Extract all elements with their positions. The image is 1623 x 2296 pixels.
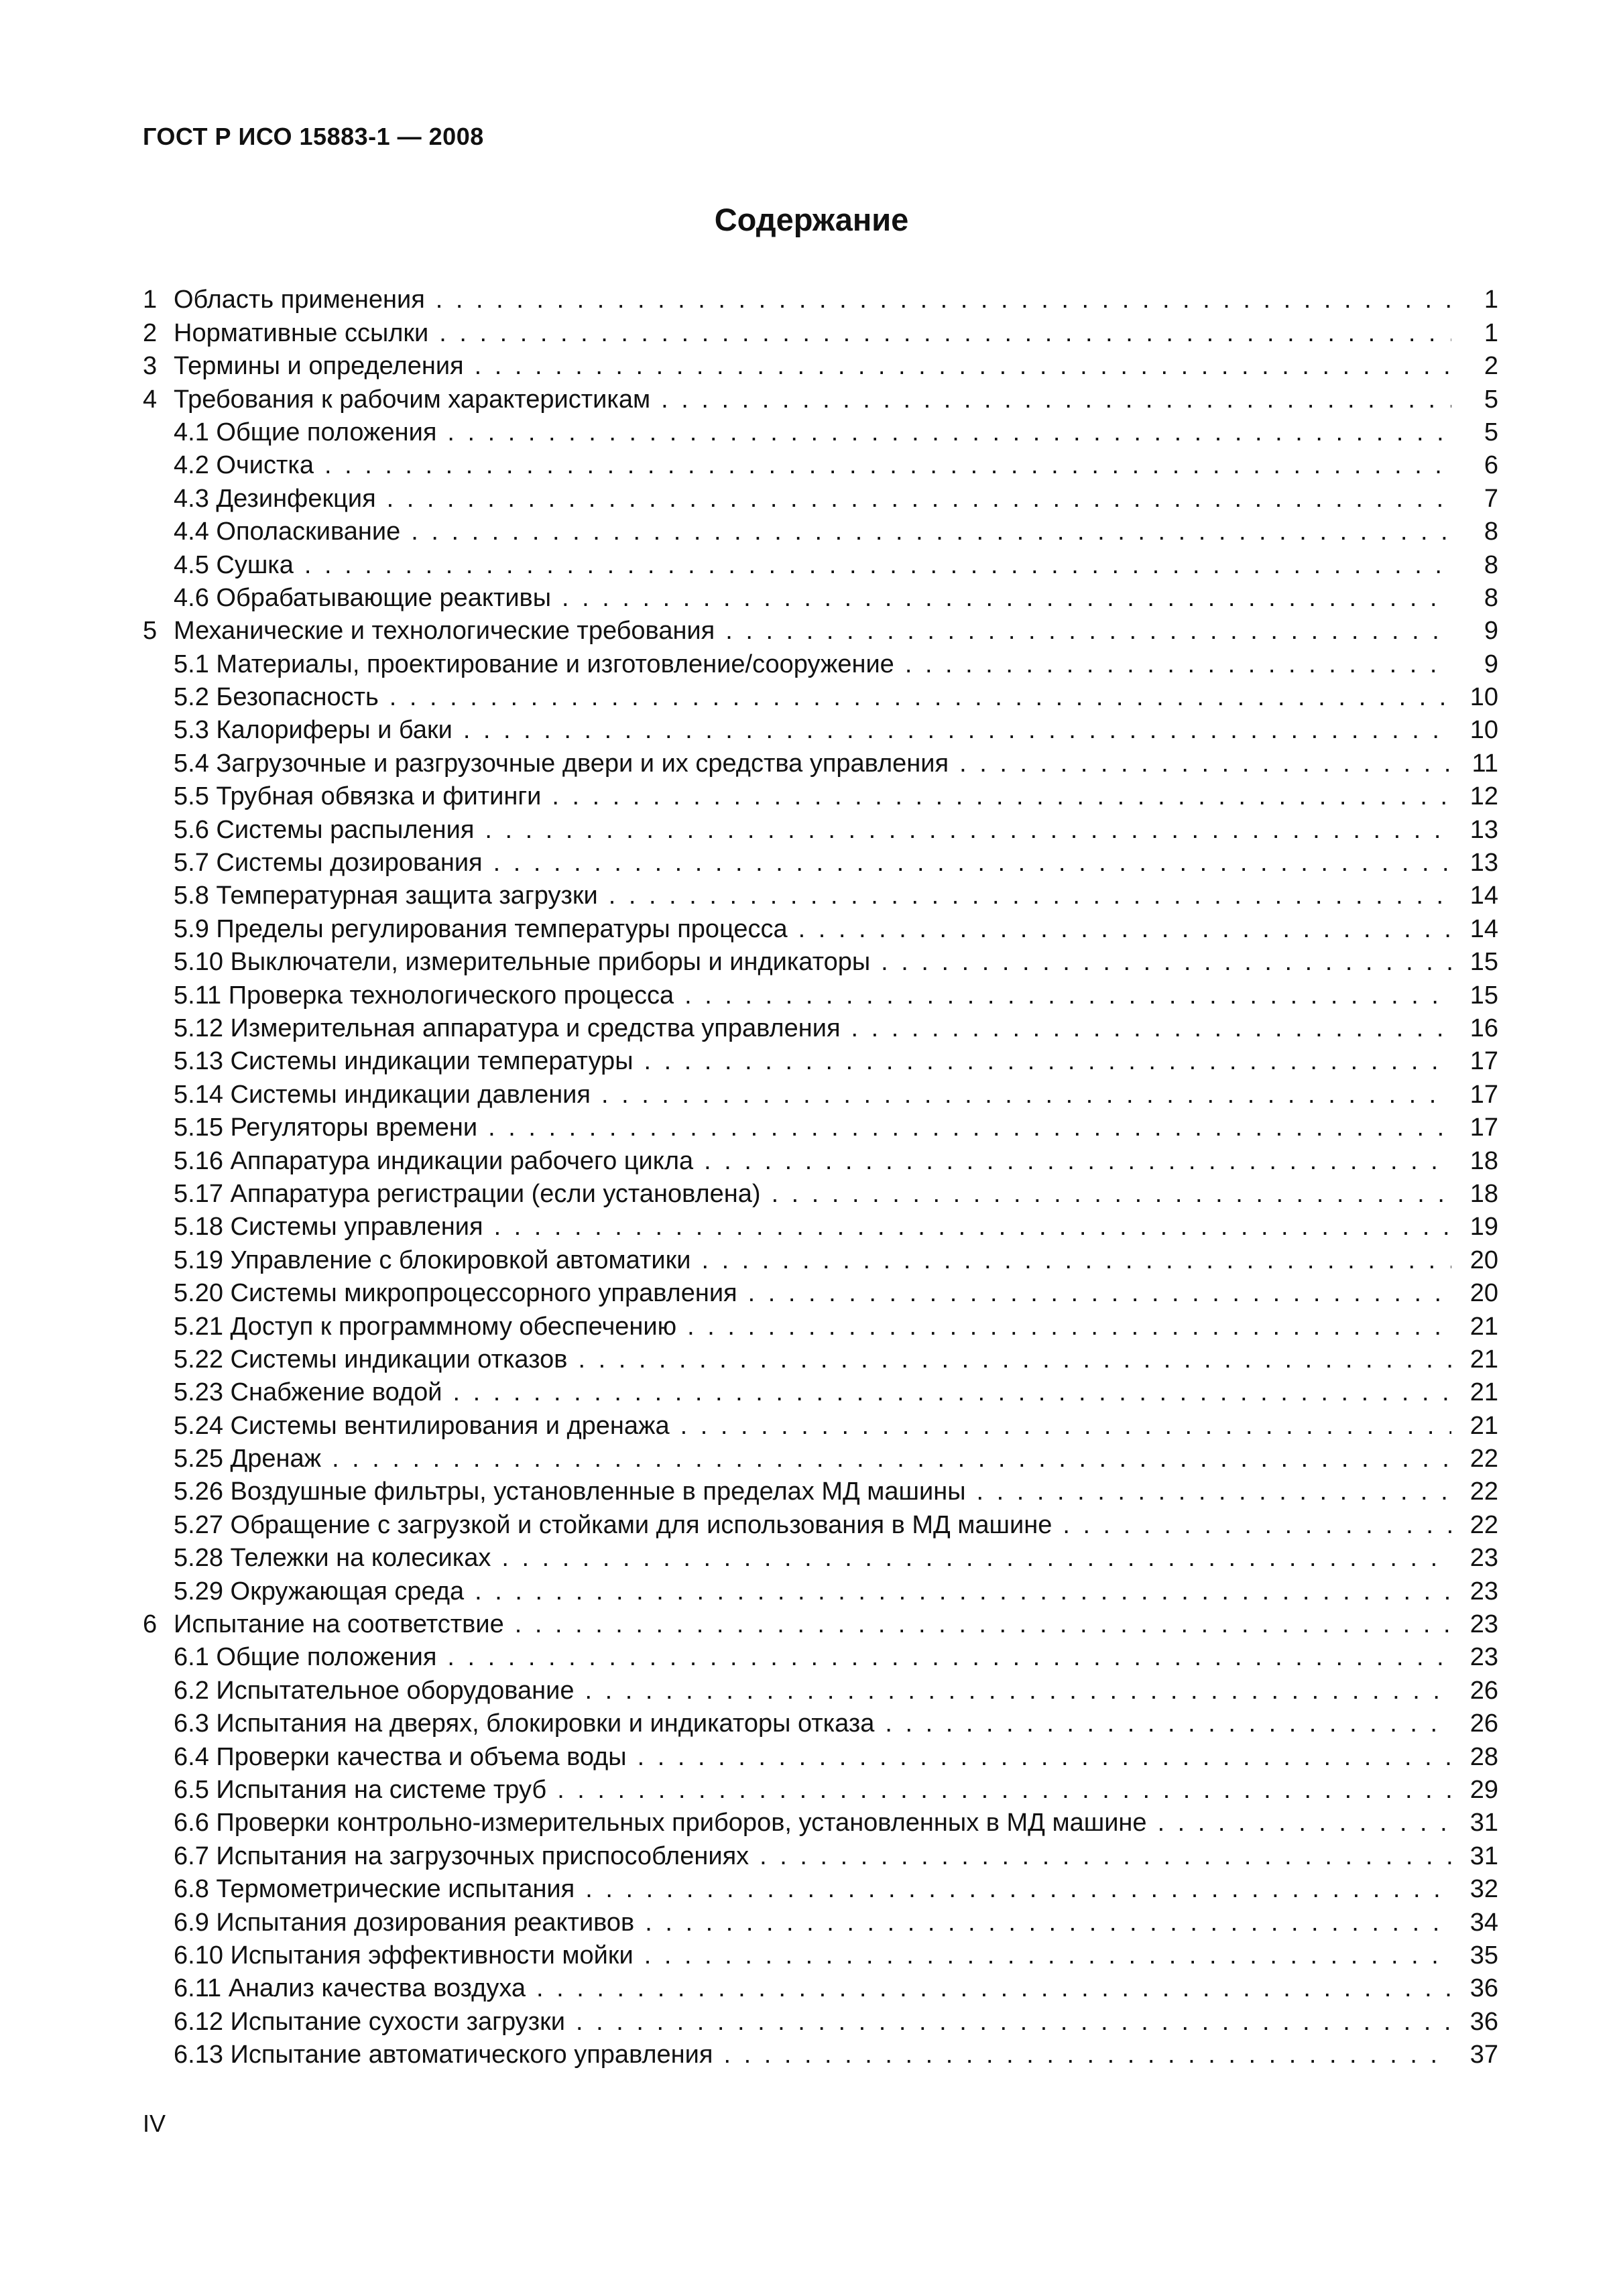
toc-entry[interactable] bbox=[143, 348, 1498, 381]
toc-entry[interactable] bbox=[143, 1738, 1498, 1771]
toc-entry[interactable] bbox=[143, 613, 1498, 646]
dot-leader bbox=[704, 1146, 1451, 1176]
toc-entry-page-number: 10 bbox=[1469, 683, 1498, 712]
dot-leader bbox=[881, 947, 1451, 977]
toc-entry-label: 5.29 Окружающая среда bbox=[174, 1577, 465, 1606]
toc-entry-body bbox=[174, 1642, 1458, 1672]
dot-leader bbox=[493, 848, 1451, 878]
toc-entry-body bbox=[174, 715, 1458, 745]
toc-entry-label: 6.5 Испытания на системе труб bbox=[174, 1775, 547, 1804]
toc-entry-body bbox=[174, 1046, 1458, 1076]
toc-entry-label: 5.1 Материалы, проектирование и изготовление/сооружение bbox=[174, 650, 894, 678]
dot-leader bbox=[977, 1477, 1451, 1506]
toc-entry-label: 6.1 Общие положения bbox=[174, 1643, 437, 1672]
dot-leader bbox=[661, 385, 1451, 414]
toc-entry-body bbox=[174, 285, 1458, 314]
toc-entry-body bbox=[174, 650, 1458, 679]
toc-entry-label: 5.5 Трубная обвязка и фитинги bbox=[174, 782, 542, 811]
toc-entry-body bbox=[174, 351, 1458, 381]
toc-entry-body bbox=[174, 550, 1458, 580]
toc-entry-page-number: 23 bbox=[1469, 1544, 1498, 1573]
toc-entry[interactable] bbox=[143, 1540, 1498, 1573]
toc-entry-body bbox=[174, 782, 1458, 811]
toc-entry[interactable] bbox=[143, 712, 1498, 745]
toc-entry[interactable] bbox=[143, 1242, 1498, 1274]
toc-entry-body bbox=[174, 1278, 1458, 1308]
toc-entry-page-number: 17 bbox=[1469, 1113, 1498, 1142]
toc-entry-body bbox=[174, 1841, 1458, 1871]
toc-entry[interactable] bbox=[143, 1275, 1498, 1308]
toc-entry-page-number: 34 bbox=[1469, 1908, 1498, 1937]
toc-entry-page-number: 20 bbox=[1469, 1246, 1498, 1274]
toc-entry[interactable] bbox=[143, 1506, 1498, 1539]
toc-entry-body bbox=[174, 385, 1458, 414]
toc-entry-label: 6.3 Испытания на дверях, блокировки и индикаторы отказа bbox=[174, 1709, 875, 1738]
toc-entry-page-number: 37 bbox=[1469, 2041, 1498, 2069]
toc-entry-label: 6.8 Термометрические испытания bbox=[174, 1875, 575, 1904]
toc-entry-label: 5.7 Системы дозирования bbox=[174, 849, 483, 878]
toc-entry-page-number: 1 bbox=[1484, 286, 1498, 314]
toc-entry[interactable] bbox=[143, 1374, 1498, 1407]
dot-leader bbox=[536, 1974, 1451, 2003]
toc-entry[interactable] bbox=[143, 1142, 1498, 1175]
toc-entry-page-number: 12 bbox=[1469, 782, 1498, 811]
dot-leader bbox=[959, 749, 1451, 778]
toc-entry[interactable] bbox=[143, 1772, 1498, 1805]
toc-entry[interactable] bbox=[143, 1805, 1498, 1837]
toc-entry-label: 5.20 Системы микропроцессорного управления bbox=[174, 1279, 737, 1308]
toc-entry-body bbox=[174, 682, 1458, 712]
toc-entry-label: 6.2 Испытательное оборудование bbox=[174, 1676, 575, 1705]
dot-leader bbox=[447, 418, 1451, 447]
toc-entry-label: Термины и определения bbox=[174, 352, 464, 381]
toc-entry[interactable] bbox=[143, 1043, 1498, 1076]
dot-leader bbox=[609, 881, 1451, 910]
toc-entry-body bbox=[174, 981, 1458, 1010]
toc-entry-body bbox=[174, 1974, 1458, 2003]
dot-leader bbox=[436, 285, 1451, 314]
toc-entry-page-number: 14 bbox=[1469, 882, 1498, 910]
dot-leader bbox=[488, 1113, 1451, 1142]
dot-leader bbox=[748, 1278, 1451, 1308]
toc-entry-label: 5.27 Обращение с загрузкой и стойками для использования в МД машине bbox=[174, 1510, 1053, 1539]
toc-entry-label: 5.25 Дренаж bbox=[174, 1445, 322, 1473]
toc-entry-label: Область применения bbox=[174, 286, 425, 314]
toc-entry-body bbox=[174, 1709, 1458, 1738]
toc-entry[interactable] bbox=[143, 1109, 1498, 1142]
toc-entry-page-number: 13 bbox=[1469, 849, 1498, 878]
toc-entry-body bbox=[174, 815, 1458, 845]
toc-entry-label: 6.10 Испытания эффективности мойки bbox=[174, 1941, 634, 1970]
toc-entry-page-number: 8 bbox=[1484, 518, 1498, 546]
dot-leader bbox=[447, 1642, 1451, 1672]
toc-entry[interactable] bbox=[143, 944, 1498, 977]
toc-entry-page-number: 31 bbox=[1469, 1809, 1498, 1837]
toc-entry-label: 5.26 Воздушные фильтры, установленные в пределах МД машины bbox=[174, 1477, 966, 1506]
toc-entry-body bbox=[174, 1577, 1458, 1606]
toc-entry[interactable] bbox=[143, 910, 1498, 943]
toc-entry-body bbox=[174, 517, 1458, 546]
dot-leader bbox=[798, 914, 1451, 944]
toc-entry-body bbox=[174, 1246, 1458, 1275]
toc-entry-page-number: 10 bbox=[1469, 716, 1498, 745]
toc-entry[interactable] bbox=[143, 1176, 1498, 1209]
dot-leader bbox=[453, 1378, 1451, 1407]
toc-entry-label: Требования к рабочим характеристикам bbox=[174, 385, 651, 414]
toc-entry-label: 6.4 Проверки качества и объема воды bbox=[174, 1742, 627, 1771]
toc-entry[interactable] bbox=[143, 646, 1498, 678]
toc-entry-label: 5.8 Температурная защита загрузки bbox=[174, 882, 598, 910]
toc-entry-label: 5.12 Измерительная аппаратура и средства управления bbox=[174, 1014, 841, 1042]
toc-entry[interactable] bbox=[143, 381, 1498, 414]
dot-leader bbox=[578, 1345, 1451, 1374]
toc-entry-body bbox=[174, 1477, 1458, 1506]
toc-entry-number: 5 bbox=[143, 617, 158, 646]
toc-entry[interactable] bbox=[143, 1209, 1498, 1242]
toc-entry-page-number: 5 bbox=[1484, 418, 1498, 446]
toc-entry-body bbox=[174, 450, 1458, 480]
dot-leader bbox=[601, 1080, 1451, 1109]
toc-entry-body bbox=[174, 1113, 1458, 1142]
toc-entry-body bbox=[174, 1411, 1458, 1441]
toc-entry-page-number: 23 bbox=[1469, 1577, 1498, 1606]
dot-leader bbox=[411, 517, 1451, 546]
toc-entry[interactable] bbox=[143, 1341, 1498, 1374]
toc-entry[interactable] bbox=[143, 1473, 1498, 1506]
toc-entry-page-number: 1 bbox=[1484, 318, 1498, 347]
toc-entry-number: 2 bbox=[143, 318, 158, 347]
dot-leader bbox=[552, 782, 1451, 811]
toc-entry-page-number: 28 bbox=[1469, 1742, 1498, 1771]
dot-leader bbox=[772, 1179, 1451, 1209]
toc-entry[interactable] bbox=[143, 977, 1498, 1010]
toc-entry-body bbox=[174, 1510, 1458, 1540]
toc-entry-body bbox=[174, 2040, 1458, 2069]
toc-entry-body bbox=[174, 881, 1458, 910]
toc-entry[interactable] bbox=[143, 314, 1498, 347]
toc-entry-label: 5.2 Безопасность bbox=[174, 683, 379, 712]
toc-entry-label: 5.3 Калориферы и баки bbox=[174, 716, 453, 745]
dot-leader bbox=[638, 1742, 1451, 1772]
dot-leader bbox=[475, 351, 1451, 381]
dot-leader bbox=[494, 1212, 1451, 1242]
toc-entry[interactable] bbox=[143, 546, 1498, 579]
toc-entry-page-number: 15 bbox=[1469, 948, 1498, 977]
document-standard-id: ГОСТ Р ИСО 15883-1 — 2008 bbox=[143, 123, 484, 150]
toc-entry-label: 6.12 Испытание сухости загрузки bbox=[174, 2007, 566, 2036]
toc-entry-page-number: 17 bbox=[1469, 1080, 1498, 1109]
toc-entry-label: 4.5 Сушка bbox=[174, 550, 294, 579]
dot-leader bbox=[585, 1874, 1451, 1904]
toc-entry-label: 5.17 Аппаратура регистрации (если установлена) bbox=[174, 1179, 761, 1208]
toc-entry-body bbox=[174, 1378, 1458, 1407]
toc-entry-body bbox=[174, 1908, 1458, 1937]
toc-entry-number: 3 bbox=[143, 352, 158, 381]
toc-entry-page-number: 15 bbox=[1469, 981, 1498, 1010]
dot-leader bbox=[439, 318, 1451, 348]
toc-entry-page-number: 26 bbox=[1469, 1676, 1498, 1705]
toc-entry-page-number: 5 bbox=[1484, 385, 1498, 414]
toc-entry[interactable] bbox=[143, 1639, 1498, 1672]
toc-entry-page-number: 26 bbox=[1469, 1709, 1498, 1738]
toc-entry-body bbox=[174, 1179, 1458, 1209]
toc-entry[interactable] bbox=[143, 1407, 1498, 1440]
toc-entry-page-number: 36 bbox=[1469, 2007, 1498, 2036]
toc-entry[interactable] bbox=[143, 679, 1498, 712]
toc-entry-page-number: 16 bbox=[1469, 1014, 1498, 1042]
toc-entry-body bbox=[174, 1874, 1458, 1904]
toc-entry-page-number: 22 bbox=[1469, 1445, 1498, 1473]
page-folio: IV bbox=[143, 2110, 166, 2137]
toc-entry-page-number: 21 bbox=[1469, 1378, 1498, 1407]
toc-entry-page-number: 31 bbox=[1469, 1841, 1498, 1870]
toc-entry[interactable] bbox=[143, 811, 1498, 844]
toc-entry[interactable] bbox=[143, 513, 1498, 546]
toc-entry-body bbox=[174, 1941, 1458, 1970]
toc-entry[interactable] bbox=[143, 1010, 1498, 1043]
toc-entry[interactable] bbox=[143, 1904, 1498, 1937]
toc-entry-label: 5.13 Системы индикации температуры bbox=[174, 1047, 634, 1076]
toc-entry-page-number: 13 bbox=[1469, 815, 1498, 844]
toc-entry[interactable] bbox=[143, 1837, 1498, 1870]
toc-entry-label: 6.9 Испытания дозирования реактивов bbox=[174, 1908, 635, 1937]
toc-entry-page-number: 36 bbox=[1469, 1974, 1498, 2003]
toc-entry[interactable] bbox=[143, 845, 1498, 878]
toc-entry[interactable] bbox=[143, 878, 1498, 910]
toc-entry-label: 5.16 Аппаратура индикации рабочего цикла bbox=[174, 1146, 694, 1175]
toc-entry-label: 4.2 Очистка bbox=[174, 451, 314, 480]
toc-entry-label: Механические и технологические требования bbox=[174, 617, 715, 646]
toc-entry-label: 5.23 Снабжение водой bbox=[174, 1378, 442, 1407]
dot-leader bbox=[723, 2040, 1451, 2069]
toc-entry-page-number: 21 bbox=[1469, 1411, 1498, 1440]
toc-entry-label: 5.22 Системы индикации отказов bbox=[174, 1345, 568, 1374]
toc-entry[interactable] bbox=[143, 2003, 1498, 2036]
toc-entry-page-number: 7 bbox=[1484, 484, 1498, 513]
toc-entry-page-number: 32 bbox=[1469, 1875, 1498, 1904]
toc-entry[interactable] bbox=[143, 1705, 1498, 1738]
toc-entry-body bbox=[174, 1543, 1458, 1573]
dot-leader bbox=[332, 1444, 1451, 1473]
toc-entry-page-number: 21 bbox=[1469, 1312, 1498, 1341]
toc-entry-label: 5.4 Загрузочные и разгрузочные двери и их средства управления bbox=[174, 749, 949, 778]
toc-entry-body bbox=[174, 1345, 1458, 1374]
toc-entry-page-number: 19 bbox=[1469, 1213, 1498, 1242]
toc-entry[interactable] bbox=[143, 580, 1498, 613]
dot-leader bbox=[644, 1941, 1451, 1970]
toc-entry-page-number: 29 bbox=[1469, 1775, 1498, 1804]
toc-entry-body bbox=[174, 848, 1458, 878]
dot-leader bbox=[644, 1046, 1451, 1076]
toc-entry-label: 5.9 Пределы регулирования температуры процесса bbox=[174, 914, 788, 943]
toc-entry-label: 6.11 Анализ качества воздуха bbox=[174, 1974, 526, 2003]
toc-entry-label: 5.6 Системы распыления bbox=[174, 815, 475, 844]
dot-leader bbox=[680, 1411, 1451, 1441]
toc-entry-page-number: 18 bbox=[1469, 1146, 1498, 1175]
toc-entry-page-number: 17 bbox=[1469, 1047, 1498, 1076]
toc-entry-body bbox=[174, 749, 1458, 778]
toc-entry-label: 5.11 Проверка технологического процесса bbox=[174, 981, 674, 1010]
toc-entry-page-number: 8 bbox=[1484, 550, 1498, 579]
dot-leader bbox=[645, 1908, 1451, 1937]
toc-entry[interactable] bbox=[143, 1076, 1498, 1109]
toc-entry[interactable] bbox=[143, 778, 1498, 811]
dot-leader bbox=[585, 1676, 1451, 1705]
toc-entry-label: Испытание на соответствие bbox=[174, 1610, 504, 1639]
toc-entry[interactable] bbox=[143, 1308, 1498, 1341]
dot-leader bbox=[851, 1014, 1451, 1043]
dot-leader bbox=[562, 583, 1451, 613]
dot-leader bbox=[557, 1775, 1451, 1805]
toc-entry-label: 5.24 Системы вентилирования и дренажа bbox=[174, 1411, 670, 1440]
dot-leader bbox=[304, 550, 1451, 580]
toc-entry-page-number: 22 bbox=[1469, 1477, 1498, 1506]
toc-entry-body bbox=[174, 418, 1458, 447]
toc-entry-page-number: 23 bbox=[1469, 1610, 1498, 1639]
toc-entry-body bbox=[174, 2007, 1458, 2037]
toc-entry-body bbox=[174, 583, 1458, 613]
dot-leader bbox=[760, 1841, 1451, 1871]
toc-entry-page-number: 20 bbox=[1469, 1279, 1498, 1308]
toc-entry-body bbox=[174, 1146, 1458, 1176]
toc-entry-page-number: 35 bbox=[1469, 1941, 1498, 1970]
toc-entry-page-number: 11 bbox=[1471, 749, 1498, 778]
toc-entry-page-number: 9 bbox=[1484, 650, 1498, 678]
toc-entry-label: 4.4 Ополаскивание bbox=[174, 518, 401, 546]
dot-leader bbox=[684, 981, 1451, 1010]
toc-entry-page-number: 14 bbox=[1469, 914, 1498, 943]
toc-entry-page-number: 21 bbox=[1469, 1345, 1498, 1374]
toc-entry[interactable] bbox=[143, 1441, 1498, 1473]
toc-entry-body bbox=[174, 484, 1458, 513]
toc-entry-body bbox=[174, 947, 1458, 977]
toc-entry-body bbox=[174, 914, 1458, 944]
toc-entry-number: 4 bbox=[143, 385, 158, 414]
toc-entry-label: 5.10 Выключатели, измерительные приборы и индикаторы bbox=[174, 948, 871, 977]
toc-entry-label: 5.21 Доступ к программному обеспечению bbox=[174, 1312, 677, 1341]
toc-entry-body bbox=[174, 1808, 1458, 1837]
dot-leader bbox=[885, 1709, 1451, 1738]
toc-entry-label: Нормативные ссылки bbox=[174, 318, 429, 347]
toc-entry-label: 4.1 Общие положения bbox=[174, 418, 437, 446]
toc-entry[interactable] bbox=[143, 282, 1498, 314]
toc-entry-page-number: 22 bbox=[1469, 1510, 1498, 1539]
dot-leader bbox=[515, 1610, 1451, 1639]
toc-entry-body bbox=[174, 616, 1458, 646]
toc-entry[interactable] bbox=[143, 1970, 1498, 2003]
dot-leader bbox=[389, 682, 1451, 712]
dot-leader bbox=[475, 1577, 1451, 1606]
dot-leader bbox=[701, 1246, 1451, 1275]
toc-entry-page-number: 18 bbox=[1469, 1179, 1498, 1208]
dot-leader bbox=[1063, 1510, 1451, 1540]
toc-entry-number: 6 bbox=[143, 1610, 158, 1639]
toc-entry-label: 6.6 Проверки контрольно-измерительных приборов, установленных в МД машине bbox=[174, 1809, 1147, 1837]
toc-entry-body bbox=[174, 1080, 1458, 1109]
dot-leader bbox=[1158, 1808, 1451, 1837]
dot-leader bbox=[725, 616, 1451, 646]
toc-entry[interactable] bbox=[143, 1573, 1498, 1606]
dot-leader bbox=[576, 2007, 1451, 2037]
toc-entry-body bbox=[174, 1014, 1458, 1043]
toc-entry[interactable] bbox=[143, 414, 1498, 447]
toc-entry-label: 6.7 Испытания на загрузочных приспособлениях bbox=[174, 1841, 749, 1870]
toc-entry-page-number: 6 bbox=[1484, 451, 1498, 480]
toc-entry-label: 5.14 Системы индикации давления bbox=[174, 1080, 591, 1109]
toc-entry-label: 5.18 Системы управления bbox=[174, 1213, 483, 1242]
toc-entry[interactable] bbox=[143, 745, 1498, 778]
toc-entry-page-number: 8 bbox=[1484, 583, 1498, 612]
toc-entry[interactable] bbox=[143, 1672, 1498, 1705]
toc-entry-body bbox=[174, 1444, 1458, 1473]
toc-entry-body bbox=[174, 1312, 1458, 1341]
toc-entry-label: 4.3 Дезинфекция bbox=[174, 484, 376, 513]
toc-entry[interactable] bbox=[143, 480, 1498, 513]
toc-entry-body bbox=[174, 318, 1458, 348]
toc-entry-body bbox=[174, 1742, 1458, 1772]
toc-entry[interactable] bbox=[143, 1937, 1498, 1970]
dot-leader bbox=[387, 484, 1451, 513]
toc-entry-label: 5.28 Тележки на колесиках bbox=[174, 1544, 491, 1573]
toc-entry-label: 4.6 Обрабатывающие реактивы bbox=[174, 583, 552, 612]
toc-entry[interactable] bbox=[143, 1871, 1498, 1904]
toc-entry-label: 5.19 Управление с блокировкой автоматики bbox=[174, 1246, 691, 1274]
toc-entry-page-number: 23 bbox=[1469, 1643, 1498, 1672]
toc-entry-page-number: 9 bbox=[1484, 617, 1498, 646]
toc-entry-body bbox=[174, 1676, 1458, 1705]
dot-leader bbox=[463, 715, 1451, 745]
toc-entry-label: 5.15 Регуляторы времени bbox=[174, 1113, 478, 1142]
toc-entry-label: 6.13 Испытание автоматического управления bbox=[174, 2041, 713, 2069]
toc-entry-body bbox=[174, 1775, 1458, 1805]
toc-entry-body bbox=[174, 1212, 1458, 1242]
dot-leader bbox=[687, 1312, 1451, 1341]
dot-leader bbox=[905, 650, 1451, 679]
table-of-contents bbox=[143, 282, 1498, 2069]
dot-leader bbox=[324, 450, 1451, 480]
toc-entry[interactable] bbox=[143, 1606, 1498, 1639]
dot-leader bbox=[501, 1543, 1451, 1573]
dot-leader bbox=[485, 815, 1451, 845]
toc-heading: Содержание bbox=[714, 202, 909, 237]
toc-entry-number: 1 bbox=[143, 286, 158, 314]
toc-entry-page-number: 2 bbox=[1484, 352, 1498, 381]
toc-entry-body bbox=[174, 1610, 1458, 1639]
toc-entry[interactable] bbox=[143, 2037, 1498, 2069]
toc-entry[interactable] bbox=[143, 447, 1498, 480]
